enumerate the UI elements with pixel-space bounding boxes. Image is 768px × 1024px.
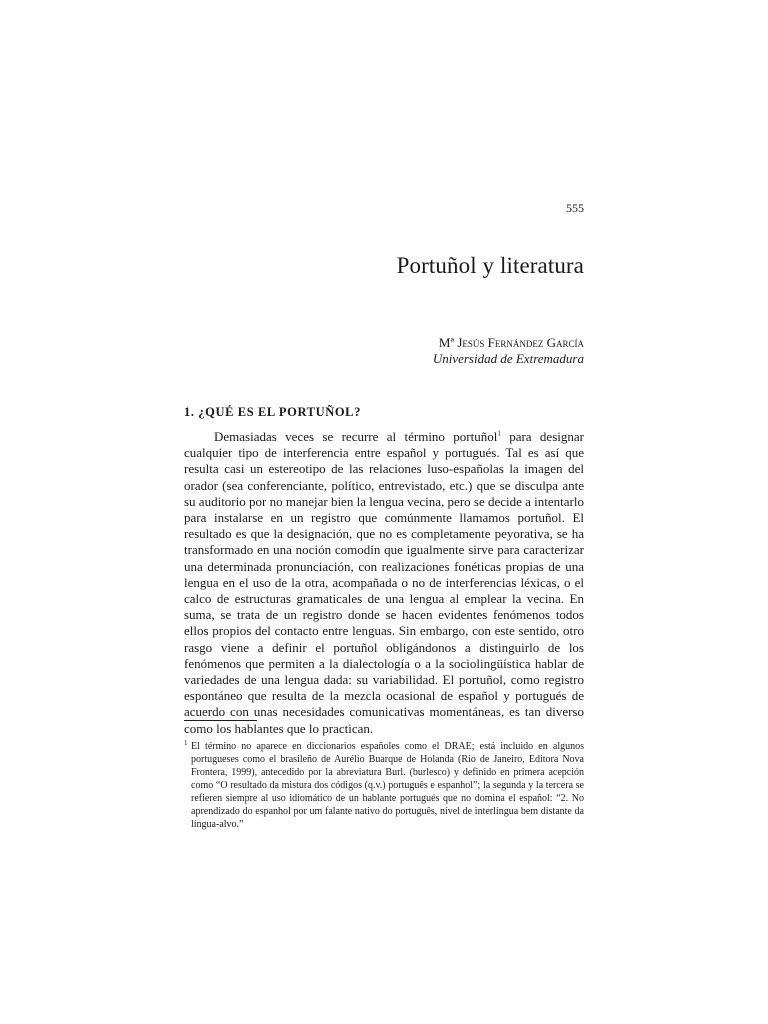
author-block [433,335,584,367]
section-heading: 1. ¿QUÉ ES EL PORTUÑOL? [184,405,361,419]
footnote: 1 El término no aparece en diccionarios españoles como el DRAE; está incluido en algunos portugueses como el brasileño de Aurélio Buarque de Holanda (Rio de Janeiro, Editora Nova Frontera, 1999), antecedido por la abreviatura Burl. (burlesco) y definido en primera acepción como “O resultado da mistura dos códigos (q.v.) português e espanhol”; la segunda y la tercera se refieren siempre al uso idiomático de un hablante portugués que no domina el español: “2. No aprendizado do espanhol por um falante nativo do português, nível de interlíngua bem distante da língua-alvo.” [184,738,584,830]
footnote-reference[interactable]: 1 [497,429,501,438]
footnote-separator [184,720,257,721]
page-number: 555 [566,201,584,215]
article-title: Portuñol y literatura [396,253,584,278]
body-text-rest: para designar cualquier tipo de interferencia entre español y portugués. Tal es así que resulta casi un estereotipo de las relaciones luso-españolas la imagen del orador (sea conferenciante, político, entrevistado, etc.) que se disculpa ante su auditorio por no manejar bien la lengua vecina, pero se decide a intentarlo para instalarse en un registro que comúnmente llamamos portuñol. El resultado es que la designación, que no es completamente peyorativa, se ha transformado en una noción comodín que igualmente sirve para caracterizar una determinada pronunciación, con realizaciones fonéticas propias de una lengua en el uso de la otra, acompañada o no de interferencias léxicas, o el calco de estructuras gramaticales de una lengua al emplear la vecina. En suma, se trata de un registro donde se hacen evidentes fenómenos todos ellos propios del contacto entre lenguas. Sin embargo, con este sentido, otro rasgo viene a definir el portuñol obligándonos a distinguirlo de los fenómenos que permiten a la dialectología o a la sociolingüística hablar de variedades de una lengua dada: su variabilidad. El portuñol, como registro espontáneo que resulta de la mezcla ocasional de español y portugués de acuerdo con unas necesidades comunicativas momentáneas, es tan diverso como los hablantes que lo practican. [184,429,584,736]
body-text-start: Demasiadas veces se recurre al término portuñol [214,429,498,444]
author-affiliation: Universidad de Extremadura [432,351,584,366]
author-name: Mª Jesús Fernández García [438,335,584,350]
body-paragraph [184,429,584,737]
footnote-text: El término no aparece en diccionarios españoles como el DRAE; está incluido en algunos portugueses como el brasileño de Aurélio Buarque de Holanda (Rio de Janeiro, Editora Nova Frontera, 1999), antecedido por la abreviatura Burl. (burlesco) y definido en primera acepción como “O resultado da mistura dos códigos (q.v.) português e espanhol”; la segunda y la tercera se refieren siempre al uso idiomático de un hablante portugués que no domina el español: “2. No aprendizado do espanhol por um falante nativo do português, nível de interlíngua bem distante da língua-alvo.” [191,741,584,830]
